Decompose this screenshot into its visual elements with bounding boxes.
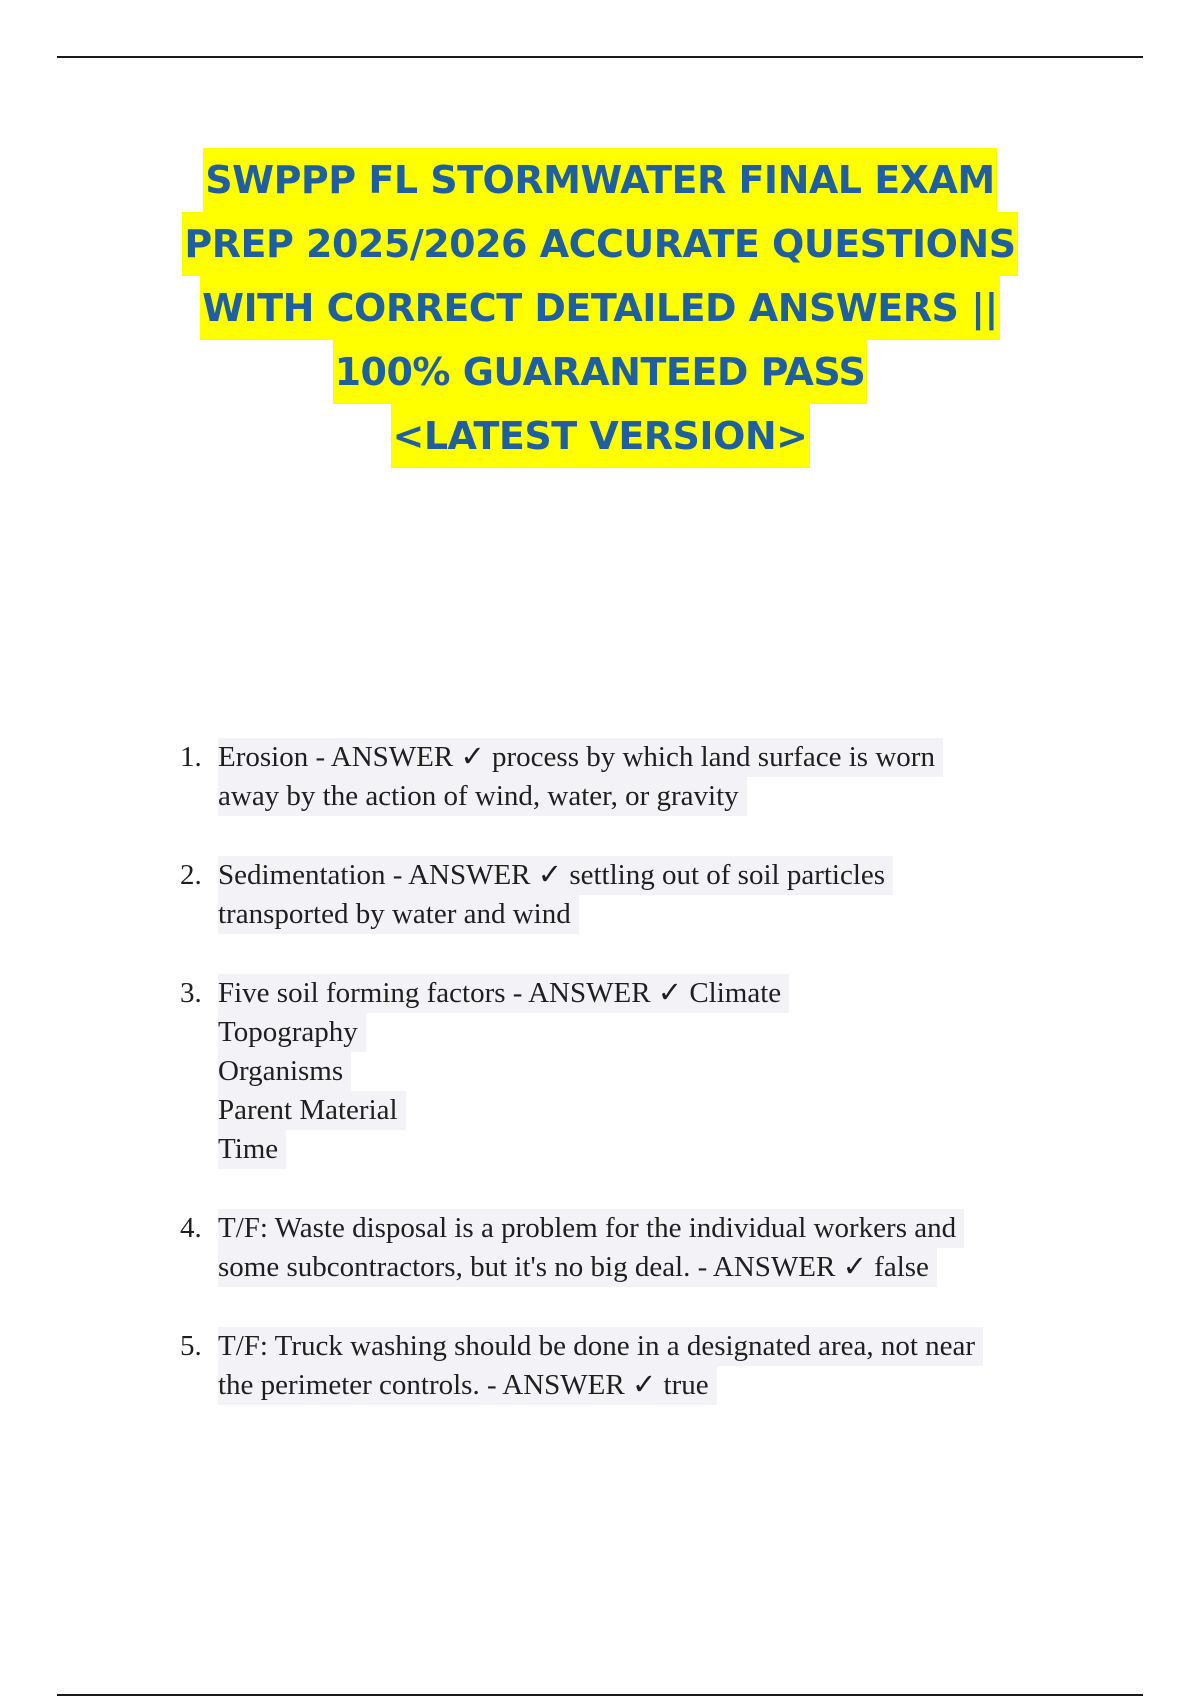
title-line: SWPPP FL STORMWATER FINAL EXAM [203,148,996,212]
item-text [218,974,1053,1169]
item-line: Parent Material [218,1091,406,1130]
item-line: the perimeter controls. - ANSWER ✓ true [218,1366,717,1405]
title-line: PREP 2025/2026 ACCURATE QUESTIONS [182,212,1017,276]
item-text [218,738,1053,816]
item-line: T/F: Truck washing should be done in a designated area, not near [218,1327,983,1366]
question-answer-list [0,738,1200,1445]
list-item [0,1209,1200,1287]
item-line: Organisms [218,1052,351,1091]
item-line: Topography [218,1013,366,1052]
title-line: <LATEST VERSION> [391,404,810,468]
item-line: transported by water and wind [218,895,579,934]
footer-rule [57,1694,1143,1696]
item-number: 4. [180,1212,202,1244]
item-text [218,1209,1053,1287]
item-number: 2. [180,859,202,891]
list-item [0,856,1200,934]
list-item [0,1327,1200,1405]
item-number: 1. [180,741,202,773]
header-rule [57,56,1143,58]
document-title [0,148,1200,468]
title-line: 100% GUARANTEED PASS [333,340,868,404]
item-text [218,1327,1053,1405]
item-line: Five soil forming factors - ANSWER ✓ Climate [218,974,789,1013]
item-number: 5. [180,1330,202,1362]
item-number: 3. [180,977,202,1009]
title-line: WITH CORRECT DETAILED ANSWERS || [200,276,1000,340]
item-line: Erosion - ANSWER ✓ process by which land surface is worn [218,738,943,777]
list-item [0,738,1200,816]
list-item [0,974,1200,1169]
item-line: Time [218,1130,286,1169]
item-text [218,856,1053,934]
item-line: away by the action of wind, water, or gravity [218,777,747,816]
item-line: some subcontractors, but it's no big deal. - ANSWER ✓ false [218,1248,937,1287]
item-line: T/F: Waste disposal is a problem for the individual workers and [218,1209,964,1248]
item-line: Sedimentation - ANSWER ✓ settling out of soil particles [218,856,893,895]
